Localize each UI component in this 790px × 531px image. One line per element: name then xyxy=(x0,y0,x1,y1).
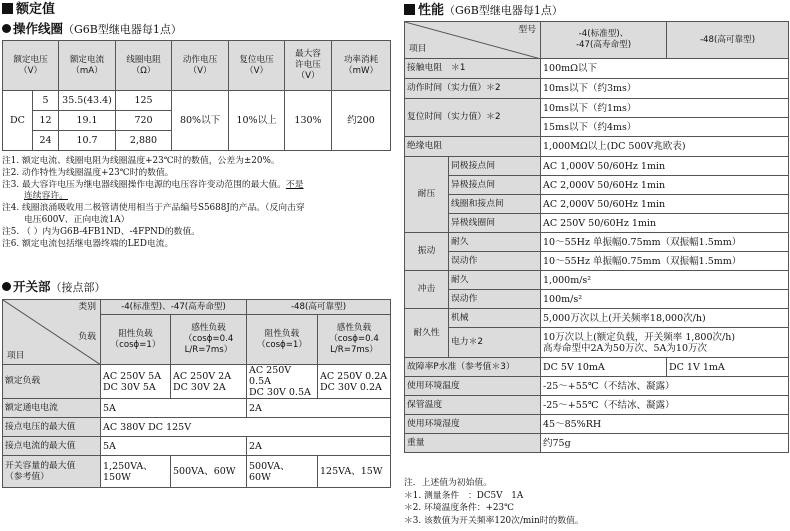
value-cell: AC 2,000V 50/60Hz 1min xyxy=(541,176,789,195)
perf-row-insulation xyxy=(405,137,789,157)
corner-load-label: 负载 xyxy=(78,332,96,342)
group-cell: 耐压 xyxy=(405,157,449,233)
switch-row-rated-current xyxy=(3,399,391,418)
value-cell: AC 250V 50/60Hz 1min xyxy=(541,214,789,233)
value-cell: 15ms以下（约4ms） xyxy=(541,118,789,137)
perf-row-dielectric-4 xyxy=(405,214,789,233)
sub-item-cell: 线圈和接点间 xyxy=(449,195,541,214)
coil-current-cell: 19.1 xyxy=(59,111,116,131)
coil-notes xyxy=(2,156,392,250)
perf-col-b: -48(高可靠型) xyxy=(667,22,789,59)
value-cell: 10～55Hz 单振幅0.75mm（双振幅1.5mm） xyxy=(541,252,789,271)
value-cell: DC 1V 1mA xyxy=(667,358,789,377)
sub-item-cell: 耐久 xyxy=(449,233,541,252)
black-dot-icon xyxy=(2,282,11,291)
coil-note-6: 注6. 额定电流包括继电器终端的LED电流。 xyxy=(2,238,174,249)
coil-note-2: 注2. 动作特性为线圈温度+23℃时的数值。 xyxy=(2,167,174,178)
switch-title-paren: （接点部） xyxy=(50,281,106,294)
perf-row-shock-1 xyxy=(405,271,789,290)
performance-title-paren: （G6B型继电器每1点） xyxy=(444,4,563,17)
value-cell: 45～85%RH xyxy=(541,415,789,434)
perf-note: ＊2. 环境温度条件：+23℃ xyxy=(404,503,514,513)
coil-row-5v xyxy=(3,91,391,111)
load-resistive-b: 阻性负载 （cosϕ=1） xyxy=(247,315,318,365)
item-cell: 动作时间（实力值）＊2 xyxy=(405,79,541,99)
item-cell: 额定负载 xyxy=(3,365,101,399)
item-cell: 使用环境温度 xyxy=(405,377,541,396)
black-square-icon xyxy=(404,4,415,15)
value-cell: 10万次以上(额定负载，开关频率 1,800次/h) 高寿命型中2A为50万次、5A为10万次 xyxy=(541,328,789,358)
value-cell: 5A xyxy=(101,437,247,456)
coil-voltage-cell: 12 xyxy=(33,111,59,131)
coil-note-1: 注1. 额定电流、线圈电阻为线圈温度+23℃时的数值，公差为±20%。 xyxy=(2,156,280,166)
switch-row-rated-load xyxy=(3,365,391,399)
item-cell: 使用环境湿度 xyxy=(405,415,541,434)
ratings-section-title xyxy=(0,1,55,18)
coil-max-cell: 130% xyxy=(285,91,332,151)
perf-header-row xyxy=(405,22,789,59)
perf-row-humidity xyxy=(405,415,789,434)
perf-corner-model: 型号 xyxy=(518,25,536,35)
coil-title-paren: （G6B型继电器每1点） xyxy=(63,23,182,36)
coil-operate-cell: 80%以下 xyxy=(172,91,229,151)
perf-row-contact-resistance xyxy=(405,59,789,79)
group-cell: 耐久性 xyxy=(405,309,449,358)
perf-row-operate-time xyxy=(405,79,789,99)
coil-note-3: 注3. 最大容许电压为继电器线圈操作电源的电压容许变动范围的最大值。不是 xyxy=(2,179,304,190)
value-cell: AC 250V 2A DC 30V 2A xyxy=(171,365,247,399)
perf-row-dielectric-2 xyxy=(405,176,789,195)
coil-title-text: 操作线圈 xyxy=(13,21,64,36)
item-cell: 开关容量的最大值 （参考值） xyxy=(3,456,101,488)
sub-item-cell: 异极接点间 xyxy=(449,176,541,195)
switch-subtitle xyxy=(0,278,106,295)
value-cell: AC 250V 0.5A DC 30V 0.5A xyxy=(247,365,318,399)
switch-corner-cell xyxy=(3,300,101,365)
perf-corner-item: 项目 xyxy=(409,44,427,54)
perf-row-durability-2 xyxy=(405,328,789,358)
coil-note-4-cont: 电压600V、正向电流1A） xyxy=(24,214,130,225)
coil-resistance-cell: 720 xyxy=(116,111,172,131)
corner-item-label: 项目 xyxy=(7,351,25,361)
perf-row-vibration-2 xyxy=(405,252,789,271)
perf-row-storage-temp xyxy=(405,396,789,415)
coil-resistance-cell: 125 xyxy=(116,91,172,111)
corner-type-label: 类别 xyxy=(78,302,96,312)
switch-group-b: -48(高可靠型) xyxy=(247,300,391,315)
coil-power-cell: 约200 xyxy=(332,91,391,151)
sub-item-cell: 机械 xyxy=(449,309,541,328)
sub-item-cell: 误动作 xyxy=(449,290,541,309)
performance-section-title xyxy=(402,2,563,19)
value-cell: 10～55Hz 单振幅0.75mm（双振幅1.5mm） xyxy=(541,233,789,252)
group-cell: 振动 xyxy=(405,233,449,271)
coil-header-release: 复位电压 （V） xyxy=(229,41,285,91)
sub-item-cell: 耐久 xyxy=(449,271,541,290)
coil-voltage-cell: 24 xyxy=(33,131,59,151)
coil-voltage-cell: 5 xyxy=(33,91,59,111)
item-cell: 保管温度 xyxy=(405,396,541,415)
coil-current-cell: 35.5(43.4) xyxy=(59,91,116,111)
item-cell: 接触电阻 ＊1 xyxy=(405,59,541,79)
value-cell: 5,000万次以上(开关频率18,000次/h) xyxy=(541,309,789,328)
coil-header-operate: 动作电压 （V） xyxy=(172,41,229,91)
value-cell: 10ms以下（约3ms） xyxy=(541,79,789,99)
sub-item-cell: 同极接点间 xyxy=(449,157,541,176)
switch-group-a: -4(标准型)、-47(高寿命型) xyxy=(101,300,247,315)
coil-header-row xyxy=(3,41,391,91)
value-cell: AC 250V 0.2A DC 30V 0.2A xyxy=(318,365,391,399)
item-cell: 接点电流的最大值 xyxy=(3,437,101,456)
perf-note: 注．上述值为初始值。 xyxy=(404,478,492,488)
switch-row-max-voltage xyxy=(3,418,391,437)
coil-note-4: 注4. 线圈浪涌吸收用二极管请使用相当于产品编号S5688J的产品。（反向击穿 xyxy=(2,203,305,214)
performance-notes xyxy=(404,477,788,527)
perf-corner-cell xyxy=(405,22,541,59)
value-cell: 100mΩ以下 xyxy=(541,59,789,79)
value-cell: 125VA、15W xyxy=(318,456,391,488)
value-cell: 2A xyxy=(247,437,391,456)
perf-row-dielectric-3 xyxy=(405,195,789,214)
perf-row-weight xyxy=(405,434,789,453)
item-cell: 复位时间（实力值）＊2 xyxy=(405,99,541,137)
sub-item-cell: 电力＊2 xyxy=(449,328,541,358)
sub-item-cell: 误动作 xyxy=(449,252,541,271)
coil-header-voltage: 额定电压 （V） xyxy=(3,41,59,91)
value-cell: AC 250V 5A DC 30V 5A xyxy=(101,365,171,399)
value-cell: 10ms以下（约1ms） xyxy=(541,99,789,118)
switch-row-capacity xyxy=(3,456,391,488)
performance-table xyxy=(404,21,789,453)
perf-col-a: -4(标准型)、 -47(高寿命型) xyxy=(541,22,667,59)
coil-note-3-cont: 连续容许。 xyxy=(24,191,68,202)
sub-item-cell: 异极线圈间 xyxy=(449,214,541,233)
value-cell: -25～+55℃（不结冰、凝露） xyxy=(541,396,789,415)
value-cell: AC 380V DC 125V xyxy=(101,418,391,437)
perf-row-durability-1 xyxy=(405,309,789,328)
value-cell: 5A xyxy=(101,399,247,418)
coil-header-resistance: 线圈电阻 （Ω） xyxy=(116,41,172,91)
perf-row-release-time xyxy=(405,99,789,118)
perf-note: ＊1. 测量条件 ：DC5V 1A xyxy=(404,490,524,501)
value-cell: 2A xyxy=(247,399,391,418)
black-square-icon xyxy=(2,3,13,14)
switch-title-text: 开关部 xyxy=(13,279,51,294)
value-cell: 100m/s² xyxy=(541,290,789,309)
perf-row-vibration-1 xyxy=(405,233,789,252)
perf-row-shock-2 xyxy=(405,290,789,309)
item-cell: 额定通电电流 xyxy=(3,399,101,418)
item-cell: 绝缘电阻 xyxy=(405,137,541,157)
value-cell: 500VA、 60W xyxy=(247,456,318,488)
value-cell: AC 2,000V 50/60Hz 1min xyxy=(541,195,789,214)
item-cell: 接点电压的最大值 xyxy=(3,418,101,437)
value-cell: DC 5V 10mA xyxy=(541,358,667,377)
value-cell: 1,000m/s² xyxy=(541,271,789,290)
switch-row-max-current xyxy=(3,437,391,456)
load-inductive-b: 感性负载 （cosϕ=0.4 L/R=7ms） xyxy=(318,315,391,365)
black-dot-icon xyxy=(2,24,11,33)
coil-resistance-cell: 2,880 xyxy=(116,131,172,151)
coil-note-5: 注5. （ ）内为G6B-4FB1ND、-4FPND的数值。 xyxy=(2,226,201,237)
value-cell: 约75g xyxy=(541,434,789,453)
coil-table xyxy=(2,40,391,151)
switch-table xyxy=(2,299,391,488)
item-cell: 重量 xyxy=(405,434,541,453)
value-cell: -25～+55℃（不结冰、凝露） xyxy=(541,377,789,396)
perf-row-ambient-temp xyxy=(405,377,789,396)
value-cell: 1,250VA、 150W xyxy=(101,456,171,488)
perf-row-failure-rate xyxy=(405,358,789,377)
coil-header-current: 额定电流 （mA） xyxy=(59,41,116,91)
item-cell: 故障率P水准（参考值＊3） xyxy=(405,358,541,377)
coil-header-power: 功率消耗 （mW） xyxy=(332,41,391,91)
value-cell: 1,000MΩ以上(DC 500V兆欧表) xyxy=(541,137,789,157)
perf-note: ＊3. 该数值为开关频率120次/min时的数值。 xyxy=(404,515,584,526)
value-cell: 500VA、60W xyxy=(171,456,247,488)
coil-release-cell: 10%以上 xyxy=(229,91,285,151)
load-inductive-a: 感性负载 （cosϕ=0.4 L/R=7ms） xyxy=(171,315,247,365)
load-resistive-a: 阻性负载 （cosϕ=1） xyxy=(101,315,171,365)
coil-subtitle xyxy=(0,20,182,37)
value-cell: AC 1,000V 50/60Hz 1min xyxy=(541,157,789,176)
perf-row-dielectric-1 xyxy=(405,157,789,176)
switch-header-row-1 xyxy=(3,300,391,315)
performance-title-text: 性能 xyxy=(418,3,445,18)
group-cell: 冲击 xyxy=(405,271,449,309)
coil-header-max: 最大容 许电压 （V） xyxy=(285,41,332,91)
coil-type-cell: DC xyxy=(3,91,33,151)
ratings-title-text: 额定值 xyxy=(16,2,56,17)
coil-current-cell: 10.7 xyxy=(59,131,116,151)
